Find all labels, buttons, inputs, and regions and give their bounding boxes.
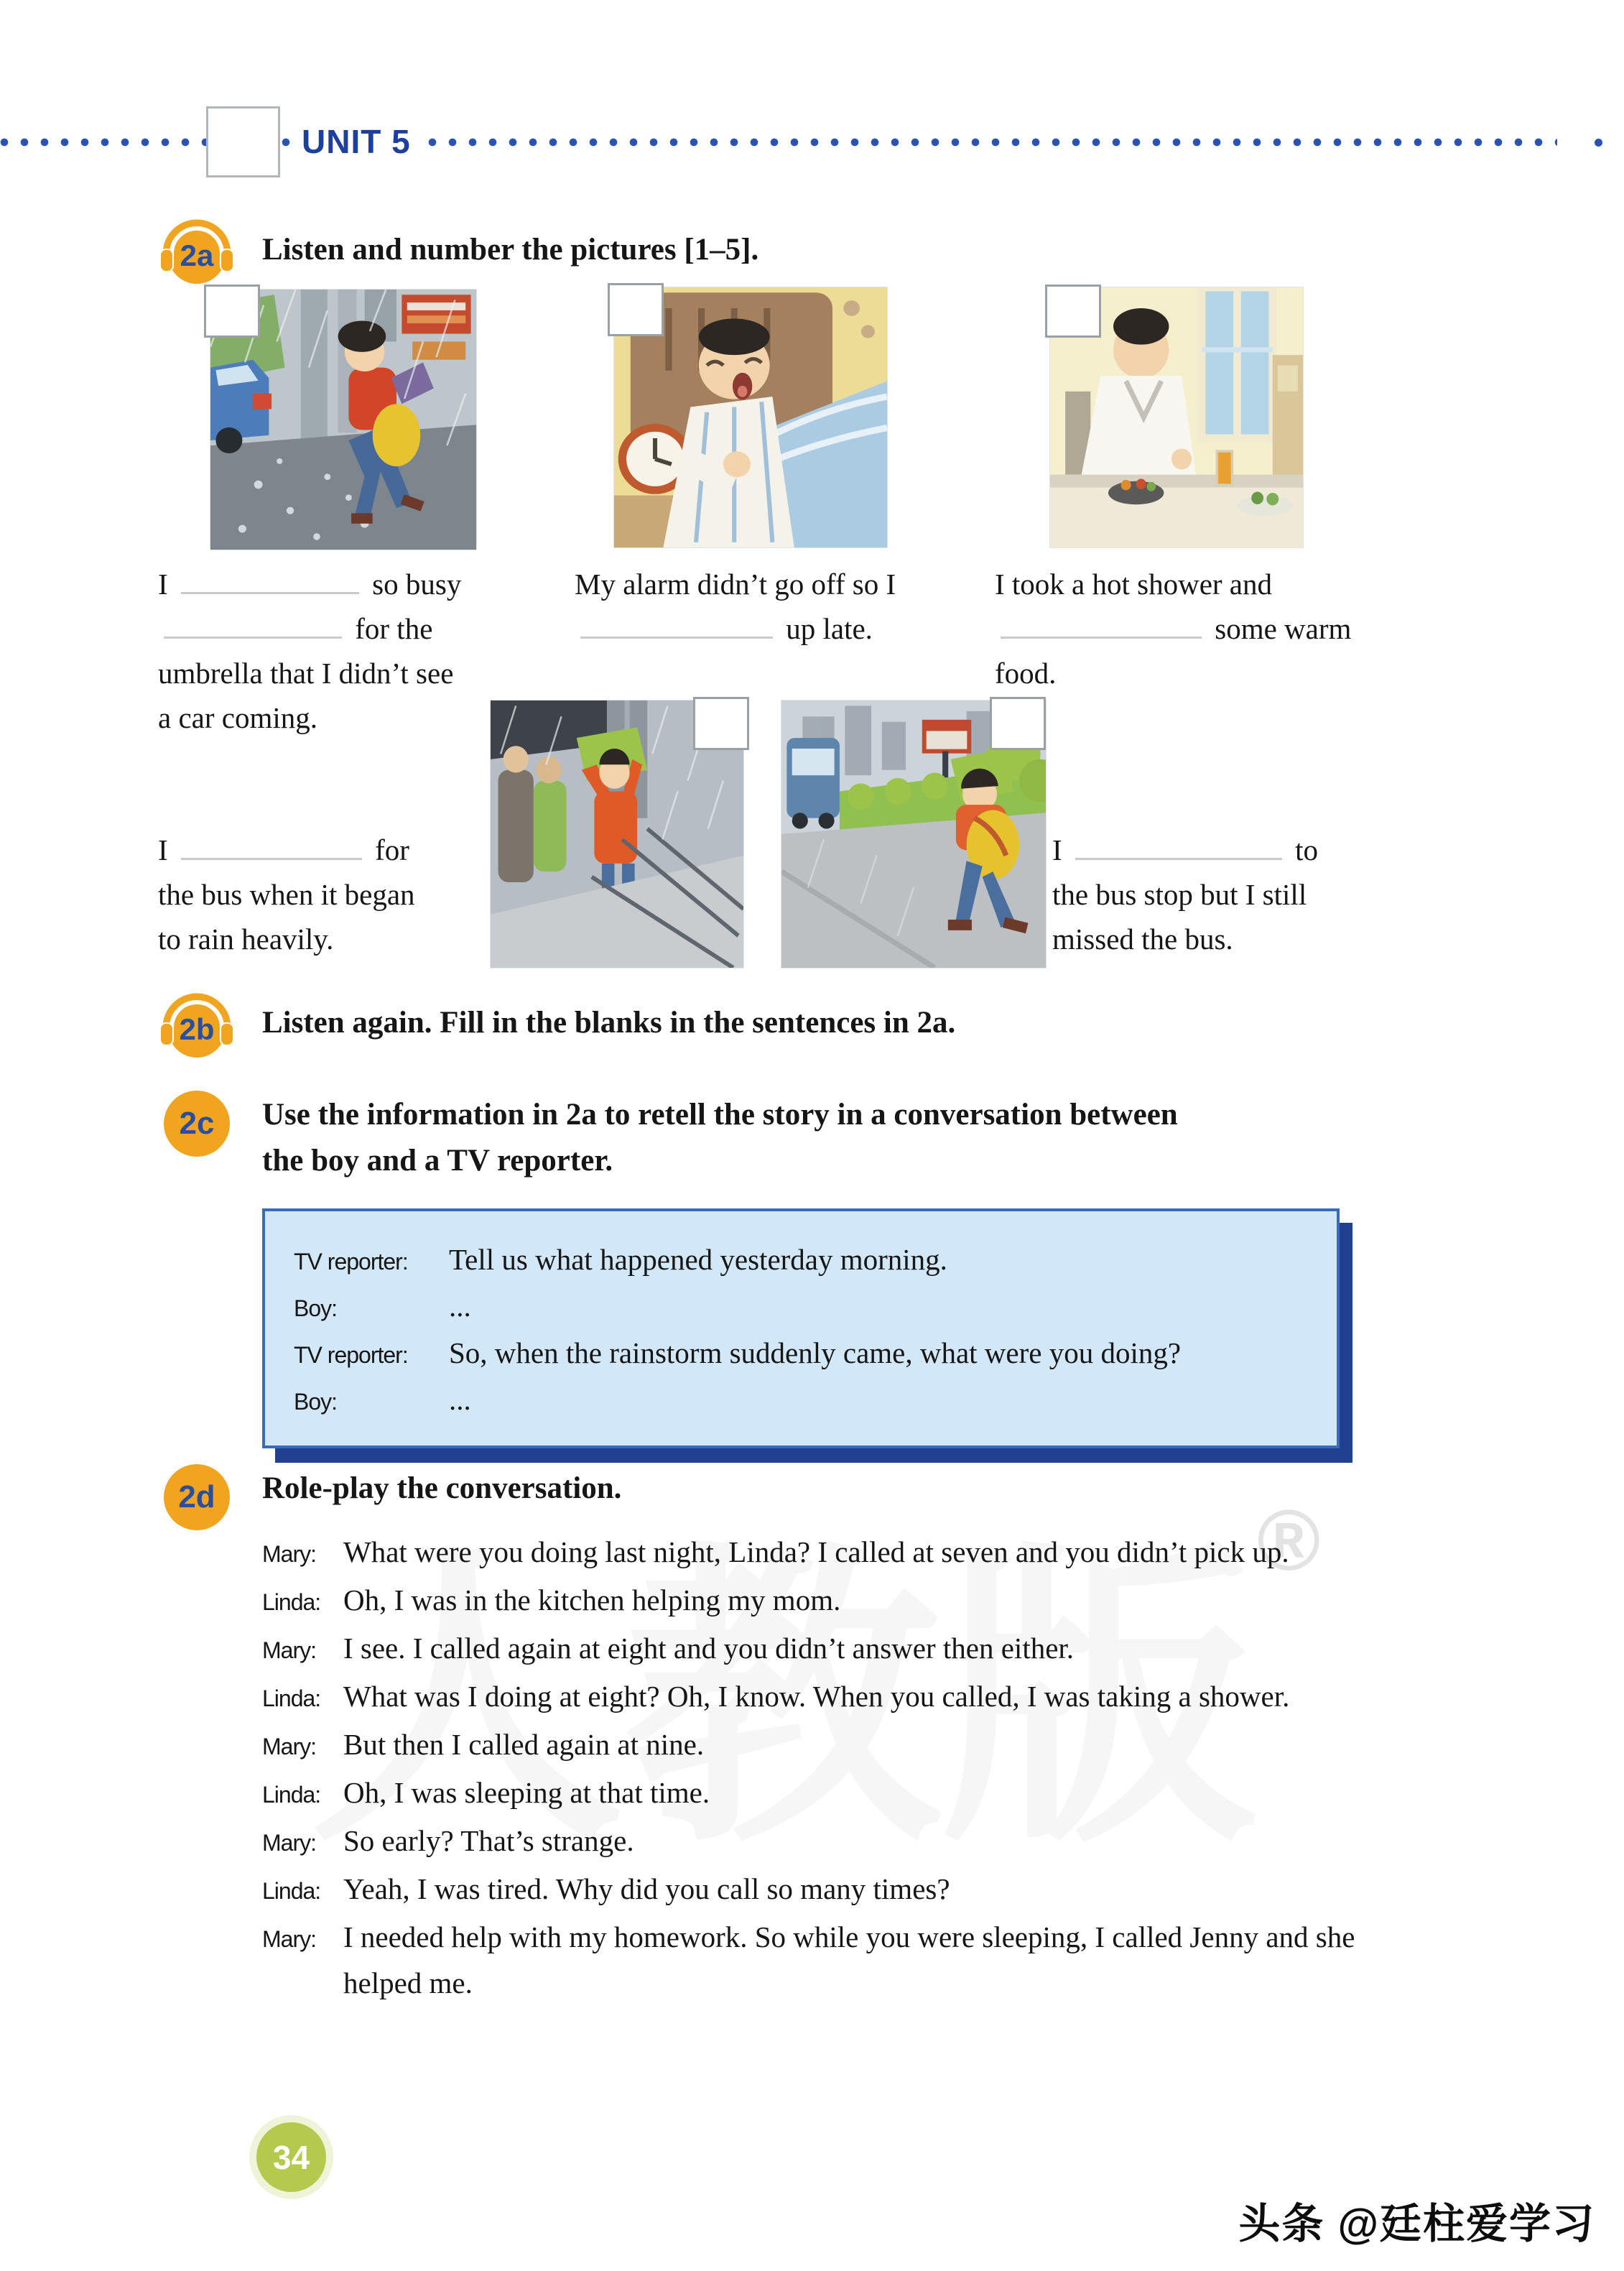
instruction-2a: Listen and number the pictures [1–5]. [262, 233, 759, 267]
registered-mark: ® [1257, 1492, 1321, 1588]
answer-checkbox-2[interactable] [608, 283, 664, 336]
fill-in-blank[interactable] [181, 586, 359, 594]
caption-line: I took a hot shower and [995, 568, 1272, 601]
caption-line: the bus stop but I still [1052, 878, 1307, 911]
badge-label-2a: 2a [180, 239, 214, 272]
caption-2 [575, 562, 896, 651]
speaker-line: What was I doing at eight? Oh, I know. When you called, I was taking a shower. [343, 1680, 1290, 1713]
speaker-label: Boy: [294, 1295, 338, 1321]
dialogue-row [262, 1818, 1392, 1866]
speaker-line: Yeah, I was tired. Why did you call so many times? [343, 1872, 950, 1905]
speaker-line: ... [449, 1290, 471, 1323]
answer-checkbox-4[interactable] [693, 697, 749, 750]
speaker-label: TV reporter: [294, 1249, 408, 1275]
answer-checkbox-3[interactable] [1045, 285, 1101, 338]
dialogue-row [262, 1673, 1392, 1721]
speaker-label: Mary: [262, 1637, 316, 1663]
speaker-line: So early? That’s strange. [343, 1824, 634, 1857]
caption-1 [158, 562, 461, 740]
caption-line: I so busy [158, 568, 462, 601]
answer-checkbox-1[interactable] [204, 285, 260, 338]
speaker-line: Tell us what happened yesterday morning. [449, 1243, 947, 1276]
dialogue-row [262, 1577, 1392, 1625]
reporter-conversation-box [262, 1208, 1340, 1448]
caption-line: some warm [995, 606, 1351, 651]
badge-label-2c: 2c [179, 1106, 215, 1141]
caption-line: I for [158, 833, 409, 866]
conversation-row [294, 1237, 1327, 1284]
caption-line: umbrella that I didn’t see [158, 657, 454, 690]
dialogue-row [262, 1625, 1392, 1673]
speaker-label: Boy: [294, 1389, 338, 1415]
activity-badge-2a [159, 211, 234, 290]
caption-line: food. [995, 657, 1057, 690]
caption-line: the bus when it began [158, 878, 415, 911]
unit-title: UNIT 5 [302, 123, 411, 160]
conversation-row [294, 1331, 1327, 1377]
instruction-2d: Role-play the conversation. [262, 1471, 622, 1505]
badge-label-2d: 2d [178, 1479, 215, 1514]
dialogue-row [262, 1529, 1392, 1577]
header-dotted-line-right [428, 138, 1557, 147]
speaker-label: Mary: [262, 1830, 316, 1856]
dialogue-row [262, 1770, 1392, 1818]
caption-5 [1052, 828, 1318, 961]
instruction-line: Use the information in 2a to retell the story in a conversation between [262, 1098, 1178, 1132]
speaker-line: But then I called again at nine. [343, 1728, 705, 1761]
caption-line: a car coming. [158, 701, 317, 734]
scan-artifact-box [206, 106, 280, 177]
caption-line: My alarm didn’t go off so I [575, 568, 896, 601]
caption-4 [158, 828, 415, 961]
role-play-dialogue [262, 1529, 1392, 2006]
headphones-icon [159, 984, 234, 1063]
header-dot [1595, 139, 1602, 147]
caption-line: I to [1052, 833, 1319, 866]
speaker-label: TV reporter: [294, 1342, 408, 1368]
speaker-line: I needed help with my homework. So while you were sleeping, I called Jenny and she helped me. [343, 1920, 1355, 1999]
caption-line: for the [158, 606, 461, 651]
headphones-icon [159, 211, 234, 290]
answer-checkbox-5[interactable] [990, 697, 1046, 750]
speaker-label: Linda: [262, 1782, 321, 1808]
speaker-line: Oh, I was sleeping at that time. [343, 1776, 710, 1809]
speaker-label: Mary: [262, 1734, 316, 1759]
page-number: 34 [272, 2138, 310, 2176]
channel-watermark: 头条 @廷柱爱学习 [1238, 2201, 1595, 2247]
badge-label-2b: 2b [179, 1012, 215, 1046]
speaker-label: Linda: [262, 1685, 321, 1711]
dialogue-row [262, 1721, 1392, 1770]
speaker-line: I see. I called again at eight and you didn’t answer then either. [343, 1632, 1075, 1665]
caption-3 [995, 562, 1351, 695]
caption-line: to rain heavily. [158, 922, 334, 956]
speaker-label: Linda: [262, 1589, 321, 1615]
activity-badge-2d [164, 1464, 230, 1530]
page-number-badge [256, 2122, 326, 2192]
dialogue-row [262, 1866, 1392, 1914]
instruction-2b: Listen again. Fill in the blanks in the sentences in 2a. [262, 1006, 956, 1040]
fill-in-blank[interactable] [1075, 852, 1282, 860]
conversation-row [294, 1377, 1327, 1424]
fill-in-blank[interactable] [181, 852, 362, 860]
speaker-label: Mary: [262, 1541, 316, 1567]
speaker-line: What were you doing last night, Linda? I called at seven and you didn’t pick up. [343, 1535, 1289, 1568]
speaker-line: ... [449, 1383, 471, 1416]
speaker-label: Linda: [262, 1878, 321, 1904]
speaker-label: Mary: [262, 1926, 316, 1952]
speaker-line: Oh, I was in the kitchen helping my mom. [343, 1583, 841, 1616]
caption-line: up late. [575, 606, 896, 651]
activity-badge-2c [164, 1091, 230, 1157]
fill-in-blank[interactable] [1001, 631, 1202, 639]
instruction-line: the boy and a TV reporter. [262, 1144, 613, 1178]
activity-badge-2b [159, 984, 234, 1063]
fill-in-blank[interactable] [580, 631, 773, 639]
conversation-row [294, 1284, 1327, 1331]
caption-line: missed the bus. [1052, 922, 1233, 956]
dialogue-row [262, 1914, 1392, 2006]
fill-in-blank[interactable] [164, 631, 342, 639]
instruction-2c [262, 1092, 1383, 1184]
speaker-line: So, when the rainstorm suddenly came, what were you doing? [449, 1336, 1182, 1369]
